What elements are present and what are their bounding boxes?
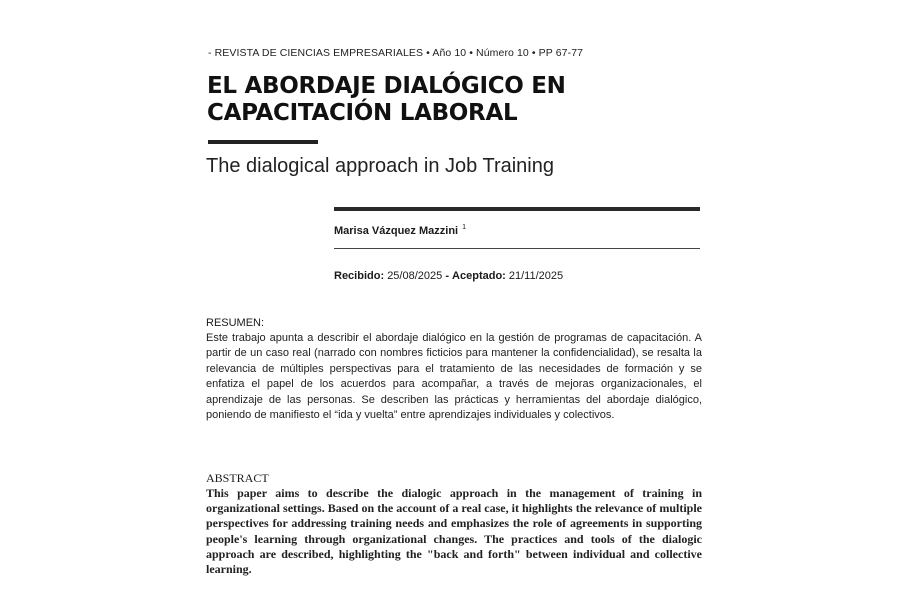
title-divider	[208, 140, 318, 144]
submission-dates	[334, 270, 563, 282]
accepted-label: Aceptado:	[452, 270, 506, 282]
abstract-body: This paper aims to describe the dialogic approach in the management of training in organizational settings. Based on the account of a real case, it highlights the relevance of multiple perspectives for addressing training needs and emphasizes the role of agreements in supporting people's learning through organizational changes. The practices and tools of the dialogic approach are described, highlighting the "back and forth" between individual and collective learning.	[206, 486, 702, 577]
resumen-body: Este trabajo apunta a describir el abordaje dialógico en la gestión de programas de capacitación. A partir de un caso real (narrado con nombres ficticios para mantener la confidencialidad), se resalta la relevancia de múltiples perspectivas para el tratamiento de las necesidades de formación y se enfatiza el papel de los acuerdos para acompañar, a través de mejoras organizacionales, el aprendizaje de las personas. Se describen las prácticas y herramientas del abordaje dialógico, poniendo de manifiesto el “ida y vuelta” entre aprendizajes individuales y colectivos.	[206, 332, 702, 422]
received-label: Recibido:	[334, 270, 385, 282]
abstract-heading: ABSTRACT	[206, 471, 269, 485]
article-title-line-2: CAPACITACIÓN LABORAL	[207, 100, 518, 126]
article-title-line-1: EL ABORDAJE DIALÓGICO EN	[207, 73, 566, 99]
dates-separator: -	[445, 270, 449, 282]
resumen-heading: RESUMEN:	[206, 317, 265, 329]
author-line	[334, 224, 466, 237]
article-title	[207, 73, 566, 127]
author-bottom-divider	[334, 248, 700, 249]
article-subtitle: The dialogical approach in Job Training	[206, 155, 554, 177]
accepted-date: 21/11/2025	[508, 270, 564, 282]
author-top-divider	[334, 207, 700, 211]
received-date: 25/08/2025	[387, 270, 443, 282]
author-footnote-marker[interactable]: 1	[462, 224, 466, 231]
author-name: Marisa Vázquez Mazzini	[334, 225, 459, 237]
journal-header: - REVISTA DE CIENCIAS EMPRESARIALES • Año 10 • Número 10 • PP 67-77	[208, 47, 584, 59]
